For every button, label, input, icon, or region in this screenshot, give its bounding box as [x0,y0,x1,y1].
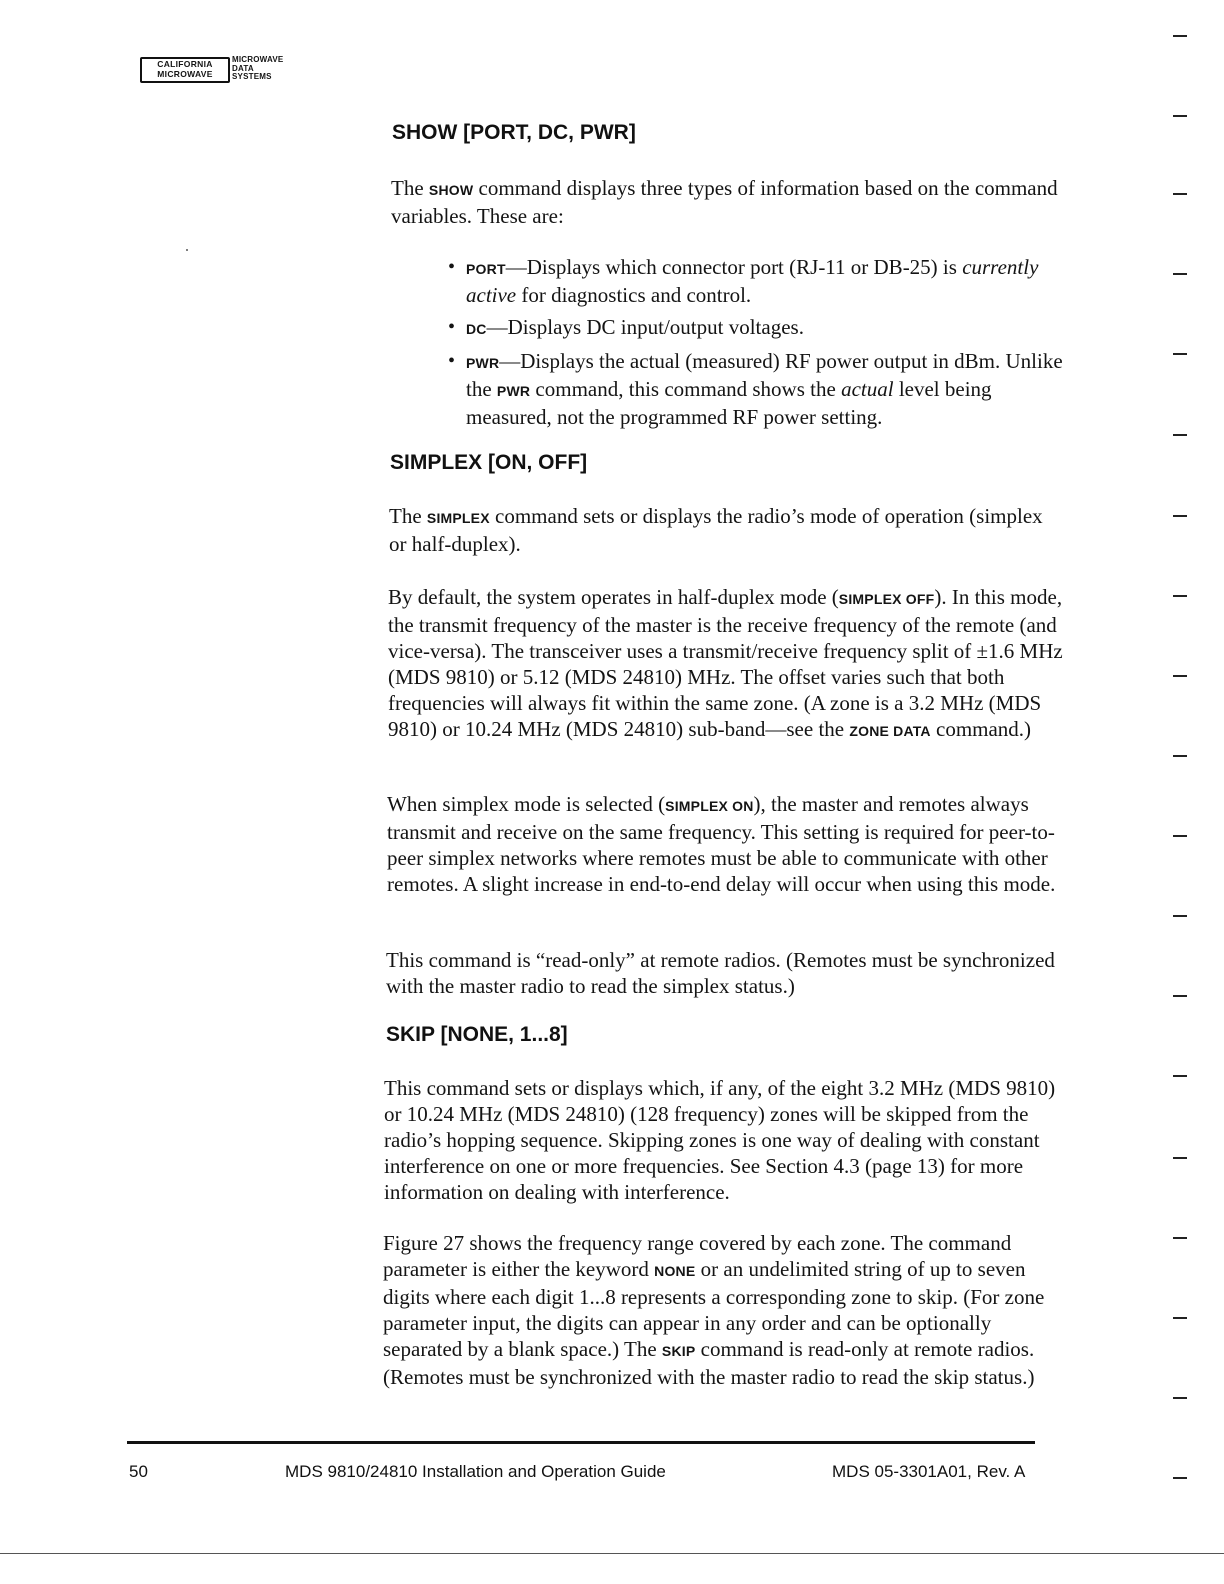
simplex-p2-text-a: By default, the system operates in half-duplex mode ( [388,585,839,609]
page-bottom-edge [0,1553,1224,1554]
skip-paragraph-2 [383,1230,1063,1390]
logo-wordmark [232,56,283,82]
logo-box-line-1: CALIFORNIA [157,59,213,69]
margin-mark [1173,35,1187,37]
logo-wordmark-line-3: SYSTEMS [232,72,272,81]
skip-paragraph-1: This command sets or displays which, if any, of the eight 3.2 MHz (MDS 9810) or 10.24 MHz (MDS 24810) (128 frequency) zones will be skipped from the radio’s hopping sequence. Skipping zones is one way of dealing with constant interference on one or more frequencies. See Section 4.3 (page 13) for more information on dealing with interference. [384,1076,1056,1204]
margin-mark [1173,115,1187,117]
margin-mark [1173,755,1187,757]
margin-mark [1173,515,1187,517]
dc-keyword: DC [466,321,487,337]
margin-mark [1173,353,1187,355]
margin-mark [1173,1075,1187,1077]
port-keyword: PORT [466,261,506,277]
simplex-p3-text-b: ), the master and remotes always transmit and receive on the same frequency. This setting is required for peer-to-peer simplex networks where remotes must be able to communicate with other remotes. A slight increase in end-to-end delay will occur when using this mode. [387,792,1056,896]
port-emphasis: currently active [466,255,1039,307]
zone-data-keyword: ZONE DATA [849,723,931,739]
skip-p2-text-a: Figure 27 shows the frequency range covered by each zone. The command parameter is either the keyword [383,1231,1012,1281]
margin-mark [1173,434,1187,436]
margin-mark [1173,595,1187,597]
logo-wordmark-line-2: DATA [232,63,254,73]
margin-mark [1173,1157,1187,1159]
skip-p2-text-c: command is read-only at remote radios. (Remotes must be synchronized with the master radio to read the skip status.) [383,1337,1035,1389]
logo-wordmark-line-1: MICROWAVE [232,55,284,64]
margin-mark [1173,835,1187,837]
port-text-a: —Displays which connector port (RJ-11 or DB-25) is [505,255,963,279]
margin-mark [1173,1397,1187,1399]
dc-text: —Displays DC input/output voltages. [486,315,804,339]
pwr-text-c: level being measured, not the programmed RF power setting. [466,377,992,429]
simplex-paragraph-1 [389,503,1059,557]
list-item-pwr [448,348,1073,430]
simplex-paragraph-3 [387,791,1065,897]
show-intro-text-b: command displays three types of information based on the command variables. These are: [391,176,1058,228]
simplex-off-keyword: SIMPLEX OFF [838,591,935,607]
margin-mark [1173,995,1187,997]
pwr-keyword: PWR [466,355,500,371]
simplex-keyword: SIMPLEX [426,510,490,526]
guide-title: MDS 9810/24810 Installation and Operation Guide [285,1462,666,1481]
page-number: 50 [129,1462,148,1481]
document-number: MDS 05-3301A01, Rev. A [832,1462,1026,1481]
simplex-p1-text-b: command sets or displays the radio’s mode of operation (simplex or half-duplex). [389,504,1043,556]
none-keyword: NONE [654,1263,696,1279]
pwr-keyword-inline: PWR [496,383,531,399]
skip-heading: SKIP [NONE, 1...8] [386,1023,568,1046]
scan-speck [186,249,188,251]
simplex-p2-text-c: command.) [930,717,1032,741]
port-text-b: for diagnostics and control. [516,283,752,307]
show-keyword: SHOW [428,182,474,198]
list-item-dc [448,314,1073,342]
footer-rule [127,1441,1035,1444]
list-item-port [448,254,1073,308]
pwr-text-b: command, this command shows the [530,377,842,401]
show-intro-text-a: The [391,176,429,200]
margin-mark [1173,273,1187,275]
margin-mark [1173,1477,1187,1479]
show-intro [391,175,1061,229]
pwr-emphasis: actual [841,377,894,401]
company-logo [140,54,315,84]
margin-mark [1173,675,1187,677]
pwr-text-a: —Displays the actual (measured) RF power output in dBm. Unlike the [466,349,1063,401]
logo-box [140,57,230,83]
skip-keyword: SKIP [661,1343,696,1359]
margin-mark [1173,1237,1187,1239]
simplex-p2-text-b: ). In this mode, the transmit frequency of the master is the receive frequency of the remote (and vice-versa). The transceiver uses a transmit/receive frequency split of ±1.6 MHz (MDS 9810) or 5.12 (MDS 24810) MHz. The offset varies such that both frequencies will always fit within the same zone. (A zone is a 3.2 MHz (MDS 9810) or 10.24 MHz (MDS 24810) sub-band—see the [388,585,1063,741]
simplex-paragraph-2 [388,584,1064,744]
margin-mark [1173,915,1187,917]
logo-box-line-2: MICROWAVE [157,69,213,79]
simplex-p3-text-a: When simplex mode is selected ( [387,792,666,816]
simplex-p1-text-a: The [389,504,427,528]
simplex-heading: SIMPLEX [ON, OFF] [390,451,588,474]
show-variable-list [448,254,1073,436]
show-heading: SHOW [PORT, DC, PWR] [392,121,636,144]
margin-mark [1173,1317,1187,1319]
simplex-paragraph-4: This command is “read-only” at remote radios. (Remotes must be synchronized with the master radio to read the simplex status.) [386,948,1055,998]
simplex-on-keyword: SIMPLEX ON [665,798,754,814]
skip-p2-text-b: or an undelimited string of up to seven digits where each digit 1...8 represents a corresponding zone to skip. (For zone parameter input, the digits can appear in any order and can be optionally separated by a blank space.) The [383,1257,1045,1361]
margin-mark [1173,193,1187,195]
